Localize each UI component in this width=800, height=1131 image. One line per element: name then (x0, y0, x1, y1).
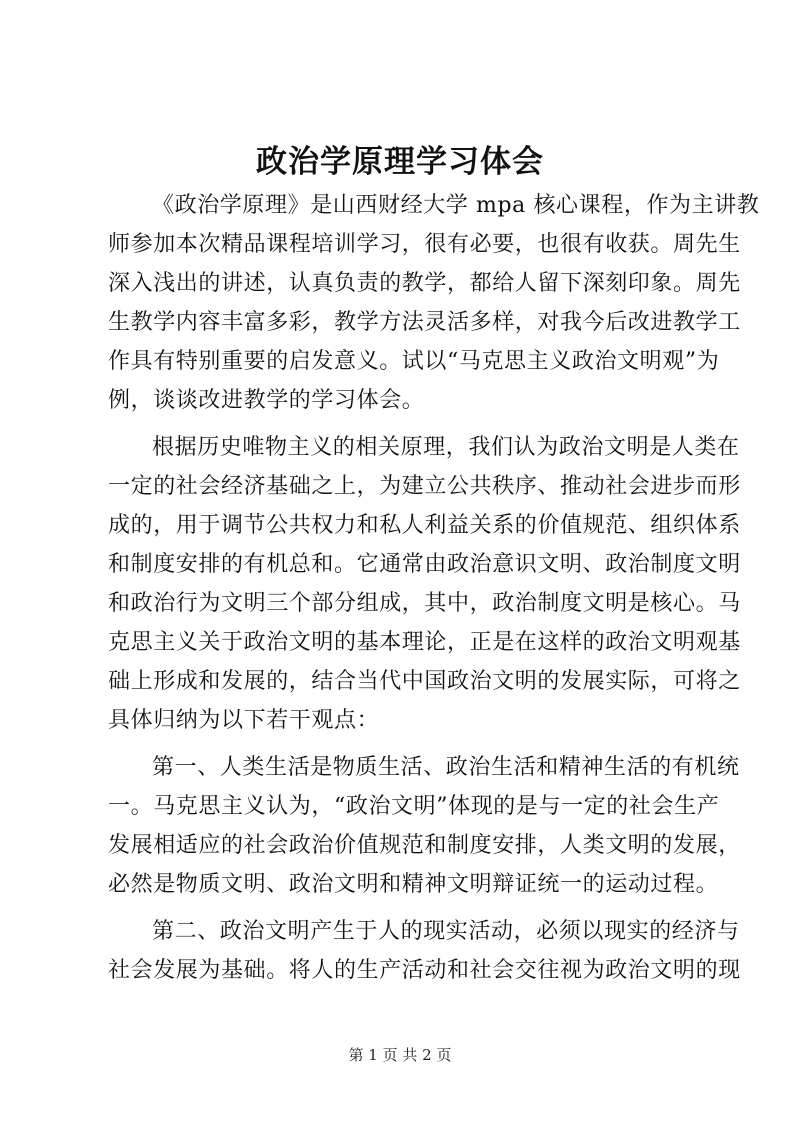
paragraph-line: 深入浅出的讲述，认真负责的教学，都给人留下深刻印象。周先 (108, 271, 741, 296)
paragraph-line: 和制度安排的有机总和。它通常由政治意识文明、政治制度文明 (108, 552, 741, 577)
paragraph-line: 社会发展为基础。将人的生产活动和社会交往视为政治文明的现 (108, 958, 741, 983)
paragraph-line: 一。马克思主义认为，“政治文明”体现的是与一定的社会生产 (108, 794, 720, 819)
paragraph-2 (108, 428, 741, 740)
paragraph-line: 第二、政治文明产生于人的现实活动，必须以现实的经济与 (152, 919, 740, 944)
paragraph-line: 具体归纳为以下若干观点： (108, 708, 380, 733)
paragraph-gap (108, 420, 708, 428)
paragraph-line: 和政治行为文明三个部分组成，其中，政治制度文明是核心。马 (108, 591, 741, 616)
paragraph-1 (108, 186, 760, 420)
paragraph-gap (108, 904, 708, 912)
paragraph-line: 生教学内容丰富多彩，教学方法灵活多样，对我今后改进教学工 (108, 310, 741, 335)
paragraph-line: 必然是物质文明、政治文明和精神文明辩证统一的运动过程。 (108, 872, 719, 897)
paragraph-line: 发展相适应的社会政治价值规范和制度安排，人类文明的发展， (108, 833, 741, 858)
paragraph-line: 例，谈谈改进教学的学习体会。 (108, 388, 425, 413)
paragraph-line: 克思主义关于政治文明的基本理论，正是在这样的政治文明观基 (108, 630, 741, 655)
paragraph-line: 础上形成和发展的，结合当代中国政治文明的发展实际，可将之 (108, 669, 741, 694)
page-footer: 第 1 页 共 2 页 (348, 1046, 452, 1064)
paragraph-line: 第一、人类生活是物质生活、政治生活和精神生活的有机统 (152, 755, 740, 780)
paragraph-line: 《政治学原理》是山西财经大学 mpa 核心课程，作为主讲教 (152, 193, 760, 218)
paragraph-line: 一定的社会经济基础之上，为建立公共秩序、推动社会进步而形 (108, 474, 741, 499)
document-body (108, 186, 760, 990)
paragraph-line: 师参加本次精品课程培训学习，很有必要，也很有收获。周先生 (108, 232, 741, 257)
paragraph-4 (108, 912, 741, 990)
paragraph-gap (108, 740, 708, 748)
paragraph-line: 作具有特别重要的启发意义。试以“马克思主义政治文明观”为 (108, 349, 720, 374)
paragraph-line: 根据历史唯物主义的相关原理，我们认为政治文明是人类在 (152, 435, 740, 460)
paragraph-3 (108, 748, 741, 904)
paragraph-line: 成的，用于调节公共权力和私人利益关系的价值规范、组织体系 (108, 513, 741, 538)
document-title: 政治学原理学习体会 (256, 144, 544, 180)
